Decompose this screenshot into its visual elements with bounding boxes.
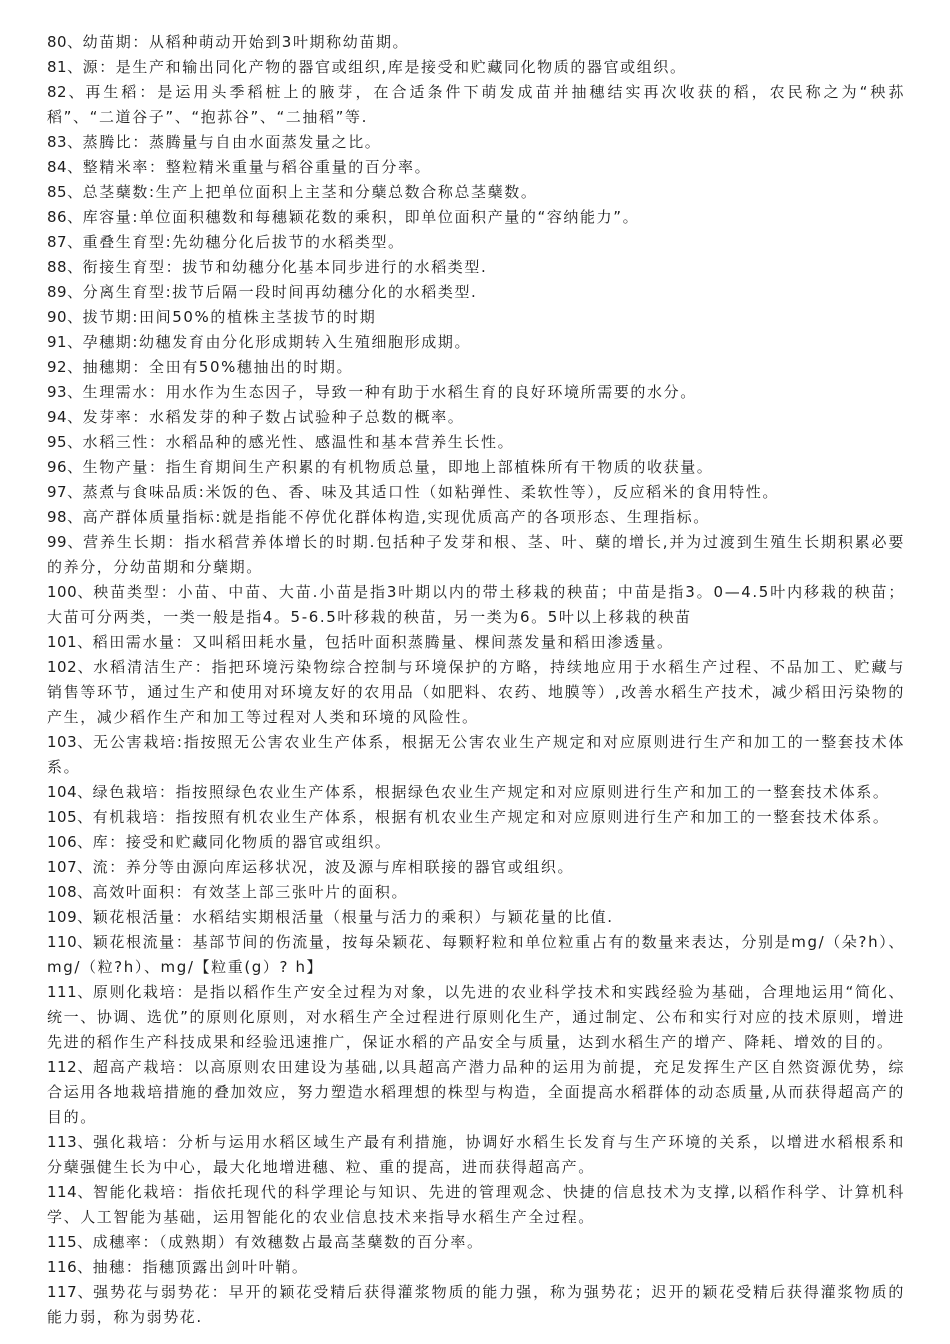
entry-text: 发芽率：水稻发芽的种子数占试验种子总数的概率。	[82, 408, 465, 426]
entry-text: 原则化栽培：是指以稻作生产安全过程为对象，以先进的农业科学技术和实践经验为基础，合理地运用“简化、统一、协调、选优”的原则化原则，对水稻生产全过程进行原则化生产，通过制定、公布和实行对应的技术原则，增进先进的稻作生产科技成果和经验迅速推广，保证水稻的产品安全与质量，达到水稻生产的增产、降耗、增效的目的。	[47, 983, 905, 1051]
entry-number: 109、	[47, 908, 93, 926]
entry-number: 80、	[47, 33, 83, 51]
entry-text: 总茎蘖数:生产上把单位面积上主茎和分蘖总数合称总茎蘖数。	[82, 183, 538, 201]
entry-number: 94、	[47, 408, 83, 426]
entry-text: 拔节期:田间50%的植株主茎拔节的时期	[82, 308, 377, 326]
entry-text: 水稻三性：水稻品种的感光性、感温性和基本营养生长性。	[82, 433, 515, 451]
entry-text: 蒸煮与食味品质:米饭的色、香、味及其适口性（如粘弹性、柔软性等），反应稻米的食用特性。	[82, 483, 779, 501]
entry-text: 重叠生育型:先幼穗分化后拔节的水稻类型。	[82, 233, 405, 251]
entry-text: 营养生长期：指水稻营养体增长的时期.包括种子发芽和根、茎、叶、蘖的增长,并为过渡到生殖生长期积累必要的养分，分幼苗期和分蘖期。	[47, 533, 905, 576]
entry-text: 抽穗：指穗顶露出剑叶叶鞘。	[92, 1258, 309, 1276]
definition-entry	[47, 830, 905, 855]
definition-entry	[47, 1280, 905, 1330]
entry-number: 89、	[47, 283, 83, 301]
definition-entry	[47, 330, 905, 355]
entry-text: 衔接生育型：拔节和幼穗分化基本同步进行的水稻类型.	[82, 258, 488, 276]
entry-number: 97、	[47, 483, 83, 501]
entry-number: 84、	[47, 158, 83, 176]
definition-entry	[47, 280, 905, 305]
entry-number: 114、	[47, 1183, 93, 1201]
entry-number: 103、	[47, 733, 93, 751]
entry-number: 87、	[47, 233, 83, 251]
entry-number: 117、	[47, 1283, 94, 1301]
entry-number: 98、	[47, 508, 83, 526]
entry-text: 高效叶面积：有效茎上部三张叶片的面积。	[92, 883, 409, 901]
definition-entry	[47, 1180, 905, 1230]
definition-entry	[47, 455, 905, 480]
entry-text: 库容量:单位面积穗数和每穗颖花数的乘积，即单位面积产量的“容纳能力”。	[82, 208, 640, 226]
definition-entry	[47, 480, 905, 505]
definition-entry	[47, 80, 905, 130]
definition-entry	[47, 180, 905, 205]
entry-number: 86、	[47, 208, 83, 226]
definition-entry	[47, 355, 905, 380]
entry-text: 幼苗期：从稻种萌动开始到3叶期称幼苗期。	[82, 33, 410, 51]
entry-text: 绿色栽培：指按照绿色农业生产体系，根据绿色农业生产规定和对应原则进行生产和加工的一整套技术体系。	[92, 783, 890, 801]
entry-number: 92、	[47, 358, 83, 376]
entry-text: 抽穗期：全田有50%穗抽出的时期。	[82, 358, 354, 376]
definition-entry	[47, 580, 905, 630]
entry-number: 91、	[47, 333, 83, 351]
entry-text: 颖花根活量：水稻结实期根活量（根量与活力的乘积）与颖花量的比值.	[92, 908, 614, 926]
entry-text: 库：接受和贮藏同化物质的器官或组织。	[92, 833, 392, 851]
entry-text: 高产群体质量指标:就是指能不停优化群体构造,实现优质高产的各项形态、生理指标。	[82, 508, 710, 526]
entry-text: 秧苗类型：小苗、中苗、大苗.小苗是指3叶期以内的带土移栽的秧苗；中苗是指3。0—4.5叶内移栽的秧苗；大苗可分两类，一类一般是指4。5-6.5叶移栽的秧苗，另一类为6。5叶以上移栽的秧苗	[47, 583, 905, 626]
entry-number: 115、	[47, 1233, 93, 1251]
entry-text: 分离生育型:拔节后隔一段时间再幼穗分化的水稻类型.	[82, 283, 478, 301]
entry-number: 116、	[47, 1258, 93, 1276]
definition-entry	[47, 205, 905, 230]
entry-number: 111、	[47, 983, 93, 1001]
definition-entry	[47, 505, 905, 530]
definition-entry	[47, 530, 905, 580]
definition-entry	[47, 805, 905, 830]
definition-entry	[47, 1055, 905, 1130]
entry-number: 102、	[47, 658, 94, 676]
entry-number: 83、	[47, 133, 83, 151]
entry-text: 强化栽培：分析与运用水稻区域生产最有利措施，协调好水稻生长发育与生产环境的关系，以增进水稻根系和分蘖强健生长为中心，最大化地增进穗、粒、重的提高，进而获得超高产。	[47, 1133, 905, 1176]
definition-entry	[47, 655, 905, 730]
definition-entry	[47, 630, 905, 655]
definition-entry	[47, 880, 905, 905]
entry-number: 113、	[47, 1133, 94, 1151]
entry-number: 104、	[47, 783, 93, 801]
entry-text: 源：是生产和输出同化产物的器官或组织,库是接受和贮藏同化物质的器官或组织。	[82, 58, 687, 76]
entry-number: 106、	[47, 833, 93, 851]
definition-entry	[47, 230, 905, 255]
entry-number: 82、	[47, 83, 86, 101]
entry-text: 孕穗期:幼穗发育由分化形成期转入生殖细胞形成期。	[82, 333, 472, 351]
entry-number: 93、	[47, 383, 83, 401]
definition-entry	[47, 380, 905, 405]
entry-number: 107、	[47, 858, 93, 876]
entry-text: 流：养分等由源向库运移状况，波及源与库相联接的器官或组织。	[92, 858, 575, 876]
entry-number: 96、	[47, 458, 83, 476]
entry-number: 100、	[47, 583, 94, 601]
definition-entry	[47, 255, 905, 280]
definition-entry	[47, 405, 905, 430]
entry-number: 90、	[47, 308, 83, 326]
entry-text: 超高产栽培：以高原则农田建设为基础,以具超高产潜力品种的运用为前提，充足发挥生产区自然资源优势，综合运用各地栽培措施的叠加效应，努力塑造水稻理想的株型与构造，全面提高水稻群体的动态质量,从而获得超高产的目的。	[47, 1058, 905, 1126]
entry-number: 88、	[47, 258, 83, 276]
entry-number: 81、	[47, 58, 83, 76]
definition-entry	[47, 305, 905, 330]
entry-number: 105、	[47, 808, 93, 826]
definition-entry	[47, 905, 905, 930]
entry-text: 智能化栽培：指依托现代的科学理论与知识、先进的管理观念、快捷的信息技术为支撑,以稻作科学、计算机科学、人工智能为基础，运用智能化的农业信息技术来指导水稻生产全过程。	[47, 1183, 905, 1226]
entry-number: 101、	[47, 633, 93, 651]
entry-number: 108、	[47, 883, 93, 901]
entry-text: 生物产量：指生育期间生产积累的有机物质总量，即地上部植株所有干物质的收获量。	[82, 458, 714, 476]
entry-text: 蒸腾比：蒸腾量与自由水面蒸发量之比。	[82, 133, 382, 151]
entry-text: 生理需水：用水作为生态因子，导致一种有助于水稻生育的良好环境所需要的水分。	[82, 383, 697, 401]
definition-entry	[47, 155, 905, 180]
definition-entry	[47, 130, 905, 155]
entry-number: 99、	[47, 533, 84, 551]
entry-text: 无公害栽培:指按照无公害农业生产体系，根据无公害农业生产规定和对应原则进行生产和加工的一整套技术体系。	[47, 733, 905, 776]
definition-entry	[47, 30, 905, 55]
entry-number: 112、	[47, 1058, 93, 1076]
definition-entry	[47, 1230, 905, 1255]
entry-text: 再生稻：是运用头季稻桩上的腋芽，在合适条件下萌发成苗并抽穗结实再次收获的稻，农民称之为“秧荪稻”、“二道谷子”、“抱荪谷”、“二抽稻”等.	[47, 83, 905, 126]
entry-number: 95、	[47, 433, 83, 451]
definition-entry	[47, 55, 905, 80]
definition-entry	[47, 730, 905, 780]
entry-text: 整精米率：整粒精米重量与稻谷重量的百分率。	[82, 158, 432, 176]
entry-text: 强势花与弱势花：早开的颖花受精后获得灌浆物质的能力强，称为强势花；迟开的颖花受精后获得灌浆物质的能力弱，称为弱势花.	[47, 1283, 905, 1326]
definition-entry	[47, 430, 905, 455]
entry-text: 有机栽培：指按照有机农业生产体系，根据有机农业生产规定和对应原则进行生产和加工的一整套技术体系。	[92, 808, 890, 826]
definition-entry	[47, 1255, 905, 1280]
entry-text: 成穗率：（成熟期）有效穗数占最高茎蘖数的百分率。	[92, 1233, 484, 1251]
definition-entry	[47, 980, 905, 1055]
entry-number: 85、	[47, 183, 83, 201]
entry-text: 水稻清洁生产：指把环境污染物综合控制与环境保护的方略，持续地应用于水稻生产过程、不品加工、贮藏与销售等环节，通过生产和使用对环境友好的农用品（如肥料、农药、地膜等）,改善水稻生产技术，减少稻田污染物的产生，减少稻作生产和加工等过程对人类和环境的风险性。	[47, 658, 905, 726]
definition-entry	[47, 855, 905, 880]
definition-entry	[47, 1130, 905, 1180]
definitions-list	[47, 30, 905, 1330]
entry-text: 颖花根流量：基部节间的伤流量，按每朵颖花、每颗籽粒和单位粒重占有的数量来表达，分别是mg/（朵?h）、mg/（粒?h）、mg/【粒重(g）? h】	[47, 933, 905, 976]
definition-entry	[47, 780, 905, 805]
definition-entry	[47, 930, 905, 980]
entry-number: 110、	[47, 933, 93, 951]
entry-text: 稻田需水量：又叫稻田耗水量，包括叶面积蒸腾量、棵间蒸发量和稻田渗透量。	[92, 633, 674, 651]
